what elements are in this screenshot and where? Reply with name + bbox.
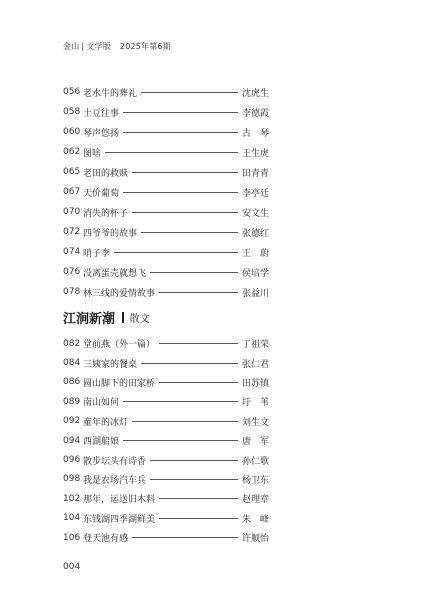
leader-line [132,421,238,422]
toc-author: 杨卫东 [241,475,269,486]
edition-label: 文学版 [86,42,111,51]
leader-line [159,382,238,383]
toc-title: 哨子李 [83,248,111,259]
toc-author: 圩 苇 [241,398,269,409]
toc-title: 三姨家的餐桌 [83,359,138,370]
toc-entry[interactable] [63,222,269,242]
leader-line [150,479,238,480]
issue-label: 2025年第6期 [119,42,171,51]
toc-entry[interactable] [63,262,269,282]
toc-title: 登天池有感 [83,534,129,545]
toc-title: 天价葡萄 [83,188,120,199]
toc-author: 赵理章 [241,495,269,506]
toc-author: 沈虎生 [241,88,269,99]
running-header [63,41,171,52]
toc-title: 图啥 [83,148,102,159]
toc-page-number: 092 [63,416,81,427]
toc-entry[interactable] [63,450,269,469]
toc-title: 四爷爷的故事 [83,228,138,239]
leader-line [105,152,238,153]
toc-page-number: 078 [63,287,81,297]
toc-author: 张仁君 [241,359,269,370]
section-heading [63,308,150,327]
toc-page-number: 086 [63,377,81,388]
page-number: 004 [63,562,81,572]
toc-title: 那年，运送旧木料 [83,495,156,506]
toc-page-number: 106 [63,532,81,543]
toc-author: 李德霞 [241,108,269,119]
section-divider [122,312,124,323]
toc-page-number: 098 [63,474,81,485]
leader-line [159,518,238,519]
toc-entry[interactable] [63,82,269,102]
toc-entry[interactable] [63,489,269,508]
toc-entry[interactable] [63,392,269,411]
leader-line [123,440,238,441]
leader-line [132,537,238,538]
toc-entry[interactable] [63,182,269,202]
toc-entry[interactable] [63,373,269,392]
toc-title: 老田的救赎 [83,168,129,179]
toc-title: 南山如何 [83,398,120,409]
toc-entry[interactable] [63,242,269,262]
toc-entry[interactable] [63,202,269,222]
toc-page-number: 070 [63,207,81,217]
leader-line [123,401,238,402]
toc-page-number: 056 [63,87,81,97]
toc-author: 许顺怡 [241,534,269,545]
toc-page-number: 082 [63,338,81,349]
toc-title: 老水牛的葬礼 [83,88,138,99]
toc-entry[interactable] [63,431,269,450]
leader-line [114,252,238,253]
toc-author: 安文生 [241,208,269,219]
toc-page-number: 065 [63,167,81,177]
toc-title: 散步坛头有诗香 [83,456,147,467]
toc-page-number: 089 [63,396,81,407]
toc-entry[interactable] [63,162,269,182]
toc-title: 东钱湖四季湖鲜美 [83,514,156,525]
toc-author: 田青青 [241,168,269,179]
toc-page-number: 076 [63,267,81,277]
toc-page-number: 084 [63,358,81,369]
toc-author: 刘生文 [241,417,269,428]
leader-line [123,112,238,113]
toc-entry[interactable] [63,353,269,372]
leader-line [159,498,238,499]
toc-page-number: 062 [63,147,81,157]
toc-list-part2 [63,334,269,547]
section-genre: 散文 [129,314,150,325]
toc-author: 朱 峰 [241,514,269,525]
leader-line [159,343,238,344]
toc-page-number: 102 [63,493,81,504]
toc-entry[interactable] [63,528,269,547]
toc-author: 唐 军 [241,437,269,448]
header-separator: | [81,42,85,51]
toc-page-number: 104 [63,513,81,524]
leader-line [132,172,238,173]
magazine-name: 金山 [63,42,80,51]
toc-title: 没离蛋壳就想飞 [83,268,147,279]
toc-author: 张益川 [241,288,269,299]
toc-title: 童年的冰灯 [83,417,129,428]
toc-author: 丁祖荣 [241,340,269,351]
toc-entry[interactable] [63,102,269,122]
toc-title: 琴声悠扬 [83,128,120,139]
toc-entry[interactable] [63,122,269,142]
toc-author: 孙仁歌 [241,456,269,467]
toc-title: 我是农场汽车兵 [83,475,147,486]
leader-line [132,212,238,213]
leader-line [150,272,238,273]
leader-line [141,363,238,364]
toc-title: 土豆往事 [83,108,120,119]
leader-line [150,460,238,461]
leader-line [123,132,238,133]
toc-author: 侯培学 [241,268,269,279]
toc-page-number: 067 [63,187,81,197]
leader-line [141,92,238,93]
toc-title: 圆山脚下的田家桥 [83,378,156,389]
section-name: 江涧新潮 [63,312,116,327]
leader-line [123,192,238,193]
leader-line [159,292,238,293]
toc-entry[interactable] [63,142,269,162]
toc-title: 林三线的爱情故事 [83,288,156,299]
toc-title: 消失的杯子 [83,208,129,219]
toc-page-number: 074 [63,247,81,257]
toc-entry[interactable] [63,282,269,302]
toc-author: 张德红 [241,228,269,239]
toc-author: 王生虎 [241,148,269,159]
toc-entry[interactable] [63,412,269,431]
toc-page-number: 072 [63,227,81,237]
toc-list-part1 [63,82,269,302]
toc-author: 王 蔚 [241,248,269,259]
toc-author: 田苏镇 [241,378,269,389]
toc-page-number: 094 [63,435,81,446]
toc-entry[interactable] [63,509,269,528]
toc-page-number: 058 [63,107,81,117]
toc-author: 李亭廷 [241,188,269,199]
toc-title: 西湖船娘 [83,437,120,448]
toc-page-number: 060 [63,127,81,137]
toc-title: 堂前燕（外一篇） [83,340,156,351]
toc-page-number: 096 [63,455,81,466]
leader-line [141,232,238,233]
toc-author: 古 琴 [241,128,269,139]
toc-entry[interactable] [63,470,269,489]
toc-entry[interactable] [63,334,269,353]
